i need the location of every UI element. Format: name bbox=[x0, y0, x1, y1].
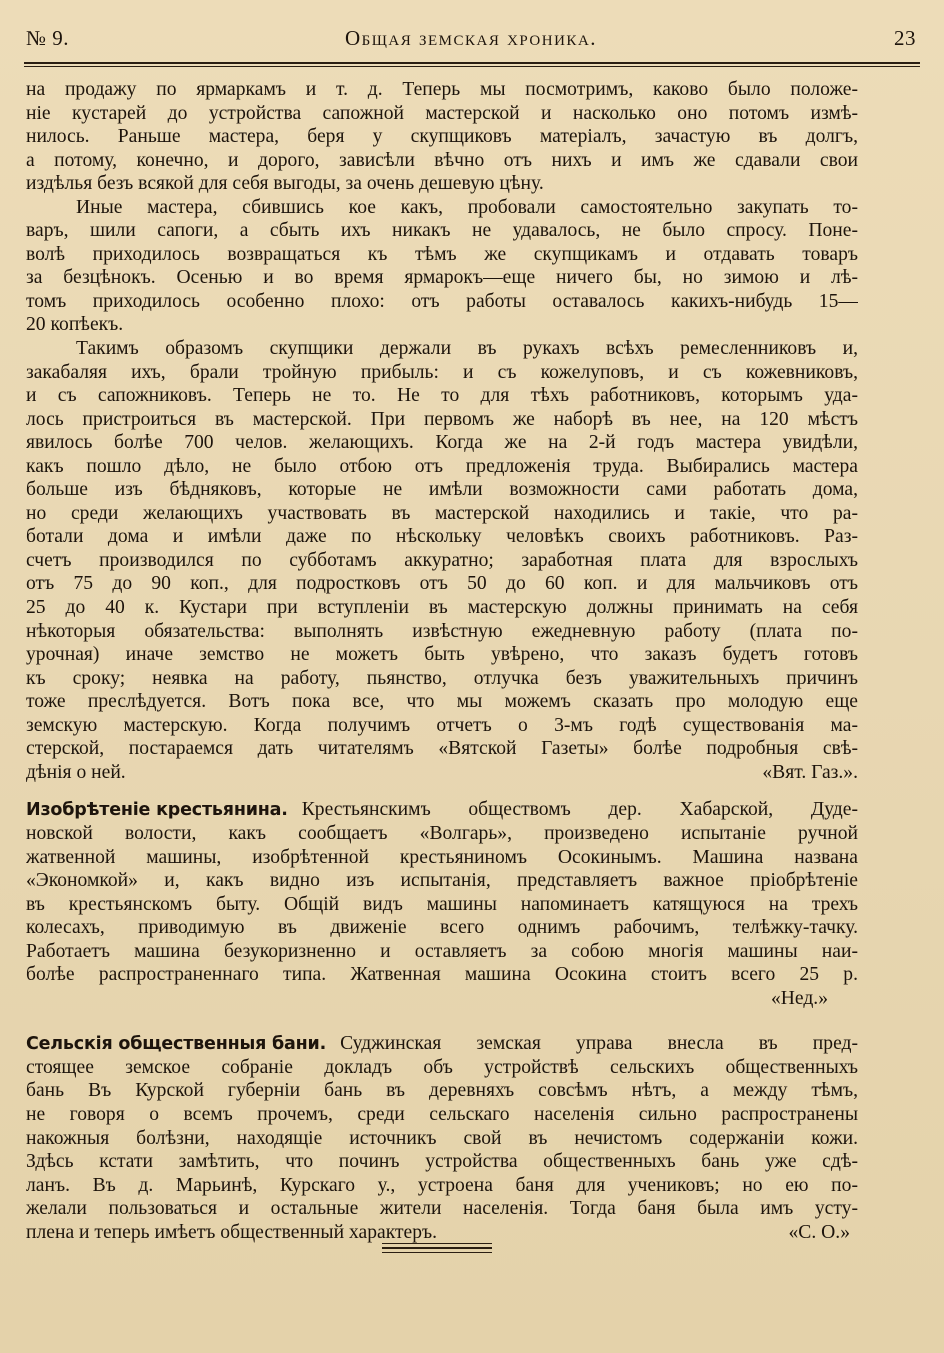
text-line: больше изъ бѣдняковъ, которые не имѣли возможности сами работать дома, bbox=[26, 479, 858, 501]
text-line: издѣлья безъ всякой для себя выгоды, за очень дешевую цѣну. bbox=[26, 173, 544, 195]
text-line: ланъ. Въ д. Марьинѣ, Курскаго у., устроена баня для учениковъ; но ею по- bbox=[26, 1174, 858, 1196]
text-line: урочная) иначе земство не можетъ быть увѣрено, что заказъ будетъ готовъ bbox=[26, 644, 858, 666]
text-line: бань Въ Курской губерніи бань въ деревняхъ совсѣмъ нѣтъ, а между тѣмъ, bbox=[26, 1080, 858, 1102]
text-fragment: Суджинская земская управа внесла въ пред- bbox=[340, 1033, 858, 1055]
text-line: за безцѣнокъ. Осенью и во время ярмарокъ—еще ничего бы, но зимою и лѣ- bbox=[26, 267, 858, 289]
text-line: а потому, конечно, и дорого, зависѣли вѣчно отъ нихъ и имъ же сдавали свои bbox=[26, 149, 858, 171]
text-line: въ крестьянскомъ быту. Общій видъ машины напоминаетъ катящуюся на трехъ bbox=[26, 893, 858, 915]
text-line: нѣкоторыя обязательства: выполнять извѣстную ежедневную работу (плата по- bbox=[26, 620, 858, 642]
text-column bbox=[26, 78, 858, 1244]
paragraph-2 bbox=[26, 196, 858, 337]
text-line: счетъ производился по субботамъ аккуратно; заработная плата для взрослыхъ bbox=[26, 549, 858, 571]
text-line: и съ сапожниковъ. Теперь не то. Не то для тѣхъ работниковъ, которымъ уда- bbox=[26, 385, 858, 407]
text-fragment: плена и теперь имѣетъ общественный характеръ. bbox=[26, 1221, 438, 1243]
text-line: къ сроку; неявка на работу, пьянство, отлучка безъ уважительныхъ причинъ bbox=[26, 667, 858, 689]
text-line: жатвенной машины, изобрѣтенной крестьяниномъ Осокинымъ. Машина названа bbox=[26, 846, 858, 868]
text-line: ботали дома и имѣли даже по нѣскольку человѣкъ своихъ работниковъ. Раз- bbox=[26, 526, 858, 548]
header-rule bbox=[24, 62, 920, 64]
text-line: на продажу по ярмаркамъ и т. д. Теперь мы посмотримъ, каково было положе- bbox=[26, 79, 858, 100]
spacer bbox=[26, 784, 858, 798]
text-line: 20 копѣекъ. bbox=[26, 314, 124, 336]
running-title: Общая земская хроника. bbox=[344, 26, 598, 50]
text-line: не говоря о всемъ прочемъ, среди сельскаго населенія сильно распространены bbox=[26, 1103, 858, 1125]
text-line: лось пристроиться въ мастерской. При первомъ же наборѣ въ нее, на 120 мѣстъ bbox=[26, 408, 858, 430]
paragraph-3 bbox=[26, 337, 858, 784]
text-line: явилось болѣе 700 челов. желающихъ. Когда же на 2-й годъ мастера увидѣли, bbox=[26, 432, 858, 454]
text-line: Здѣсь кстати замѣтить, что починъ устройства общественныхъ бань уже сдѣ- bbox=[26, 1151, 858, 1173]
page-number: 23 bbox=[894, 26, 916, 50]
text-line: нилось. Раньше мастера, беря у скупщиковъ матеріалъ, зачастую въ долгъ, bbox=[26, 126, 858, 148]
spacer bbox=[26, 1010, 858, 1032]
text-line: колесахъ, приводимую въ движеніе всего однимъ рабочимъ, телѣжку-тачку. bbox=[26, 917, 858, 939]
text-line-with-source bbox=[26, 761, 858, 785]
article-heading-line bbox=[26, 798, 858, 822]
text-line: но среди желающихъ участвовать въ мастерской находились и такіе, что ра- bbox=[26, 502, 858, 524]
text-line: тоже преслѣдуется. Вотъ пока все, что мы можемъ сказать про молодую еще bbox=[26, 691, 858, 713]
text-line: 25 до 40 к. Кустари при вступленіи въ мастерскую должны принимать на себя bbox=[26, 597, 858, 619]
text-line: волѣ приходилось возвращаться къ тѣмъ же скупщикамъ и отдавать товаръ bbox=[26, 243, 858, 265]
text-line: варъ, шили сапоги, а сбыть ихъ никакъ не удавалось, не было спросу. Поне- bbox=[26, 220, 858, 242]
article-heading: Сельскія общественныя бани. bbox=[26, 1034, 327, 1055]
issue-number: № 9. bbox=[26, 26, 70, 50]
text-fragment: Крестьянскимъ обществомъ дер. Хабарской, Дуде- bbox=[301, 799, 858, 821]
article-heading-line bbox=[26, 1032, 858, 1056]
text-line: желали пользоваться и остальные жители населенія. Тогда баня была имъ усту- bbox=[26, 1198, 858, 1220]
text-line: стерской, постараемся дать читателямъ «Вятской Газеты» болѣе подробныя свѣ- bbox=[26, 738, 858, 760]
page-header bbox=[26, 26, 916, 60]
text-line: ніе кустарей до устройства сапожной мастерской и насколько оно потомъ измѣ- bbox=[26, 102, 858, 124]
text-line: отъ 75 до 90 коп., для подростковъ отъ 50 до 60 коп. и для мальчиковъ отъ bbox=[26, 573, 858, 595]
paragraph-1 bbox=[26, 78, 858, 196]
article-invention bbox=[26, 798, 858, 1010]
text-line: стоящее земское собраніе докладъ объ устройствѣ сельскихъ общественныхъ bbox=[26, 1056, 858, 1078]
source-attribution: «С. О.» bbox=[788, 1221, 850, 1243]
text-line: земскую мастерскую. Когда получимъ отчетъ о 3-мъ годѣ существованія ма- bbox=[26, 714, 858, 736]
text-line: томъ приходилось особенно плохо: отъ работы оставалось какихъ-нибудь 15— bbox=[26, 290, 858, 312]
text-line: закабаляя ихъ, брали тройную прибыль: и съ кожелуповъ, и съ кожевниковъ, bbox=[26, 361, 858, 383]
text-fragment: дѣнія о ней. bbox=[26, 761, 126, 783]
source-attribution: «Нед.» bbox=[770, 987, 828, 1009]
text-line: накожныя болѣзни, находящіе источникъ свой въ нечистомъ содержаніи кожи. bbox=[26, 1127, 858, 1149]
text-line: болѣе распространеннаго типа. Жатвенная машина Осокина стоитъ всего 25 р. bbox=[26, 964, 858, 986]
text-line-with-source bbox=[26, 1221, 858, 1245]
text-line: новской волости, какъ сообщаетъ «Волгарь», произведено испытаніе ручной bbox=[26, 822, 858, 844]
article-baths bbox=[26, 1032, 858, 1244]
header-rule-thin bbox=[24, 66, 920, 67]
article-heading: Изобрѣтеніе крестьянина. bbox=[26, 800, 288, 821]
text-line: Иные мастера, сбившись кое какъ, пробовали самостоятельно закупать то- bbox=[76, 196, 858, 218]
text-line: Работаетъ машина безукоризненно и оставляетъ за собою многія машины наи- bbox=[26, 940, 858, 962]
text-line: Такимъ образомъ скупщики держали въ рукахъ всѣхъ ремесленниковъ и, bbox=[76, 338, 858, 360]
source-attribution: «Вят. Газ.». bbox=[762, 761, 858, 783]
section-divider-ornament bbox=[382, 1243, 492, 1256]
text-line: какъ пошло дѣло, не было отбою отъ предложенія труда. Выбирались мастера bbox=[26, 455, 858, 477]
text-line: «Экономкой» и, какъ видно изъ испытанія, представляетъ важное пріобрѣтеніе bbox=[26, 870, 858, 892]
